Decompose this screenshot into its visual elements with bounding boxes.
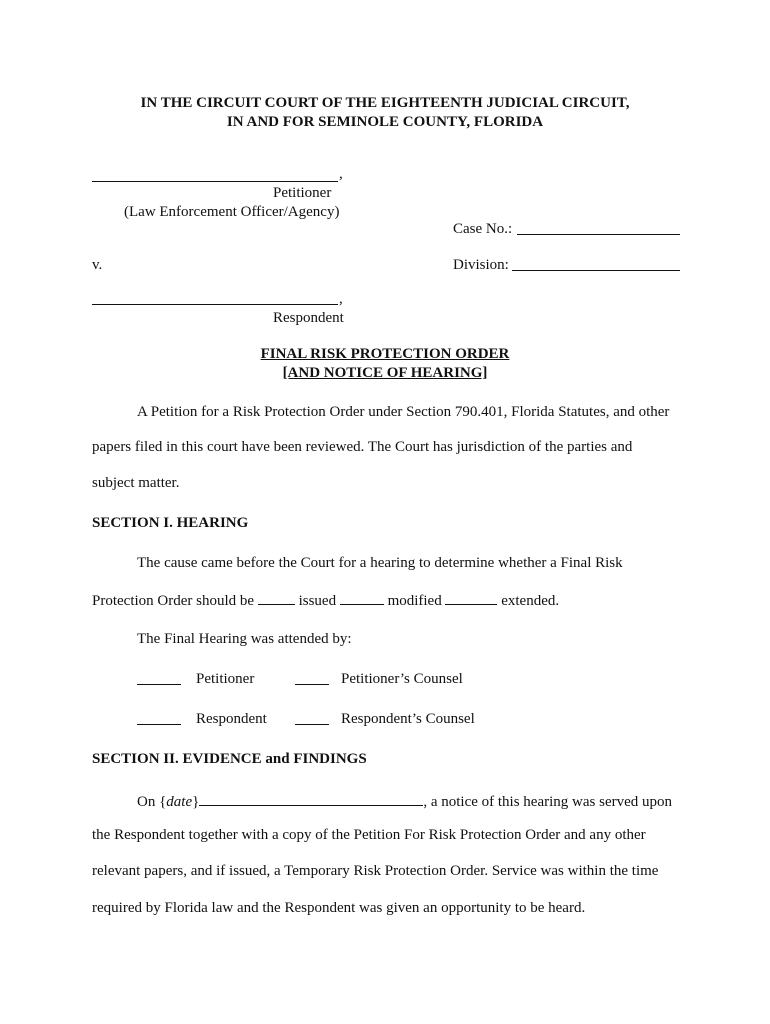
court-heading-line2: IN AND FOR SEMINOLE COUNTY, FLORIDA [226, 114, 544, 130]
respondent-comma: , [339, 291, 343, 307]
intro-line1: A Petition for a Risk Protection Order under Section 790.401, Florida Statutes, and other [137, 404, 670, 420]
respondent-attended-blank[interactable] [137, 724, 181, 725]
issued-option: issued [298, 593, 337, 609]
date-word: date [166, 794, 193, 810]
respondent-name-line[interactable] [92, 304, 338, 305]
modified-checkbox-blank[interactable] [340, 590, 384, 605]
extended-checkbox-blank[interactable] [445, 590, 497, 605]
attended-respondent: Respondent [196, 711, 267, 727]
modified-option: modified [387, 593, 442, 609]
petitioner-comma: , [339, 166, 343, 182]
attended-respondent-counsel: Respondent’s Counsel [341, 711, 475, 727]
respondent-counsel-attended-blank[interactable] [295, 724, 329, 725]
court-heading-line1: IN THE CIRCUIT COURT OF THE EIGHTEENTH JUDICIAL CIRCUIT, [140, 95, 630, 111]
petitioner-counsel-attended-blank[interactable] [295, 684, 329, 685]
division-line[interactable] [512, 270, 680, 271]
order-title-line1: FINAL RISK PROTECTION ORDER [260, 346, 510, 362]
division-label: Division: [453, 257, 509, 273]
petitioner-attended-blank[interactable] [137, 684, 181, 685]
extended-option: extended. [501, 593, 560, 609]
intro-line2: papers filed in this court have been reviewed. The Court has jurisdiction of the parties and [92, 439, 633, 455]
petitioner-name-line[interactable] [92, 181, 338, 182]
case-no-label: Case No.: [453, 221, 513, 237]
case-no-line[interactable] [517, 234, 680, 235]
order-title-line2: [AND NOTICE OF HEARING] [282, 365, 488, 381]
attended-petitioner: Petitioner [196, 671, 255, 687]
section2-line4: required by Florida law and the Respondent was given an opportunity to be heard. [92, 900, 586, 916]
section2-line2: the Respondent together with a copy of the Petition For Risk Protection Order and any other [92, 827, 646, 843]
attended-by: The Final Hearing was attended by: [137, 631, 352, 647]
issued-checkbox-blank[interactable] [258, 590, 295, 605]
section1-para-line1: The cause came before the Court for a hearing to determine whether a Final Risk [137, 555, 623, 571]
versus: v. [92, 257, 103, 273]
petitioner-label: Petitioner [273, 185, 332, 201]
date-brace: } [192, 794, 200, 810]
on-prefix: On { [137, 794, 167, 810]
service-date-blank[interactable] [199, 791, 423, 806]
section2-heading: SECTION II. EVIDENCE and FINDINGS [92, 751, 367, 767]
petitioner-subtitle: (Law Enforcement Officer/Agency) [124, 204, 340, 220]
on-suffix: , a notice of this hearing was served upon [423, 794, 673, 810]
section1-para-line2 [92, 590, 559, 610]
intro-line3: subject matter. [92, 475, 180, 491]
order-type-prefix: Protection Order should be [92, 593, 255, 609]
respondent-label: Respondent [273, 310, 344, 326]
section2-line3: relevant papers, and if issued, a Temporary Risk Protection Order. Service was within the time [92, 863, 659, 879]
attended-petitioner-counsel: Petitioner’s Counsel [341, 671, 463, 687]
section1-heading: SECTION I. HEARING [92, 515, 249, 531]
section2-line1 [137, 791, 672, 811]
